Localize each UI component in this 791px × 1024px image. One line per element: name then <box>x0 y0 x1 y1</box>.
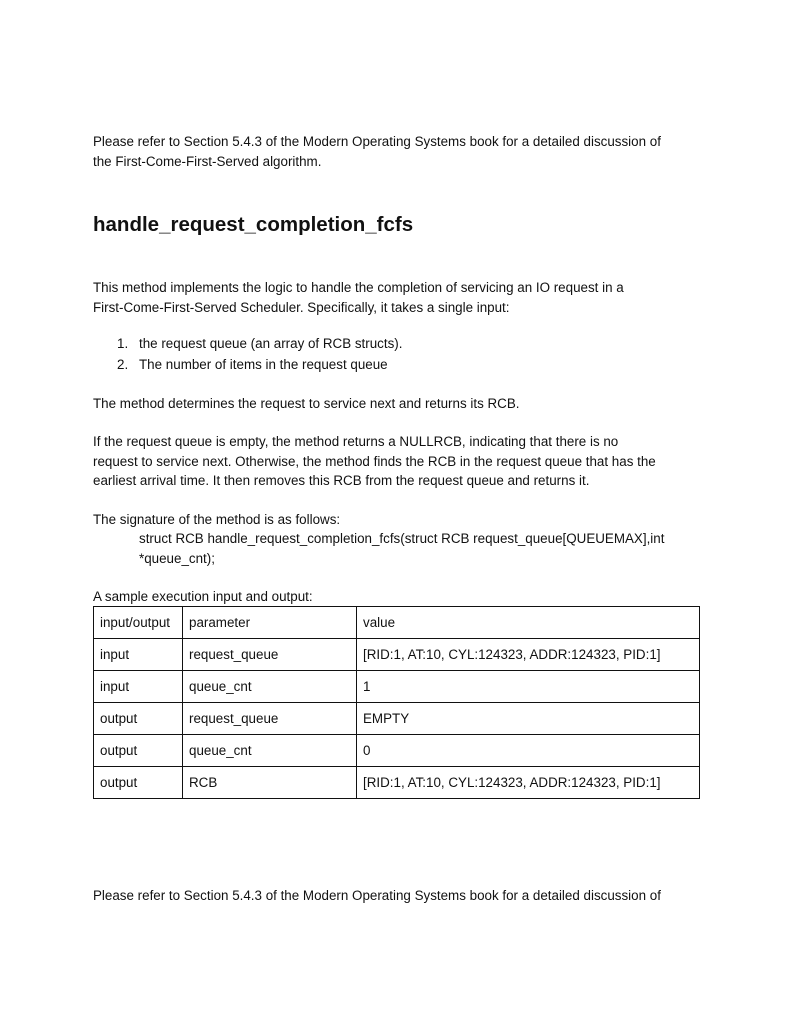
behavior-line-2: request to service next. Otherwise, the method finds the RCB in the request queue that has the <box>93 453 656 469</box>
description-paragraph <box>93 278 705 317</box>
table-row <box>94 767 700 799</box>
table-cell: 1 <box>357 671 700 703</box>
list-item-number: 1. <box>117 336 129 351</box>
table-header-cell: value <box>357 607 700 639</box>
table-cell: EMPTY <box>357 703 700 735</box>
intro-line-2: the First-Come-First-Served algorithm. <box>93 153 322 169</box>
behavior-paragraph <box>93 432 705 491</box>
table-row <box>94 703 700 735</box>
determines-paragraph: The method determines the request to service next and returns its RCB. <box>93 396 520 411</box>
table-cell: input <box>94 671 183 703</box>
list-item <box>93 355 653 376</box>
table-cell: 0 <box>357 735 700 767</box>
intro-paragraph <box>93 132 705 171</box>
list-item-number: 2. <box>117 356 129 372</box>
table-cell: RCB <box>183 767 357 799</box>
table-cell: output <box>94 735 183 767</box>
description-line-2: First-Come-First-Served Scheduler. Specifically, it takes a single input: <box>93 299 510 315</box>
list-item-text: the request queue (an array of RCB structs). <box>139 336 403 351</box>
section-heading: handle_request_completion_fcfs <box>93 213 414 236</box>
table-header-row <box>94 607 700 639</box>
table-cell: output <box>94 703 183 735</box>
table-cell: [RID:1, AT:10, CYL:124323, ADDR:124323, PID:1] <box>357 639 700 671</box>
description-line-1: This method implements the logic to handle the completion of servicing an IO request in a <box>93 280 624 295</box>
table-cell: queue_cnt <box>183 735 357 767</box>
method-signature <box>139 529 705 568</box>
signature-label: The signature of the method is as follows: <box>93 512 341 527</box>
signature-line-2: *queue_cnt); <box>139 550 215 566</box>
table-cell: queue_cnt <box>183 671 357 703</box>
table-row <box>94 735 700 767</box>
list-item-text: The number of items in the request queue <box>139 356 388 372</box>
table-header-cell: parameter <box>183 607 357 639</box>
signature-line-1: struct RCB handle_request_completion_fcfs(struct RCB request_queue[QUEUEMAX],int <box>139 531 665 546</box>
table-header-cell: input/output <box>94 607 183 639</box>
footer-paragraph: Please refer to Section 5.4.3 of the Modern Operating Systems book for a detailed discussion of <box>93 888 661 903</box>
sample-label: A sample execution input and output: <box>93 589 313 604</box>
table-cell: [RID:1, AT:10, CYL:124323, ADDR:124323, PID:1] <box>357 767 700 799</box>
table-cell: request_queue <box>183 639 357 671</box>
list-item <box>93 334 653 355</box>
input-list <box>93 334 653 375</box>
intro-line-1: Please refer to Section 5.4.3 of the Modern Operating Systems book for a detailed discussion of <box>93 134 661 149</box>
table-cell: output <box>94 767 183 799</box>
table-row <box>94 671 700 703</box>
behavior-line-3: earliest arrival time. It then removes this RCB from the request queue and returns it. <box>93 473 590 488</box>
table-cell: request_queue <box>183 703 357 735</box>
behavior-line-1: If the request queue is empty, the method returns a NULLRCB, indicating that there is no <box>93 434 619 449</box>
sample-execution-table <box>93 606 700 799</box>
table-cell: input <box>94 639 183 671</box>
table-row <box>94 639 700 671</box>
